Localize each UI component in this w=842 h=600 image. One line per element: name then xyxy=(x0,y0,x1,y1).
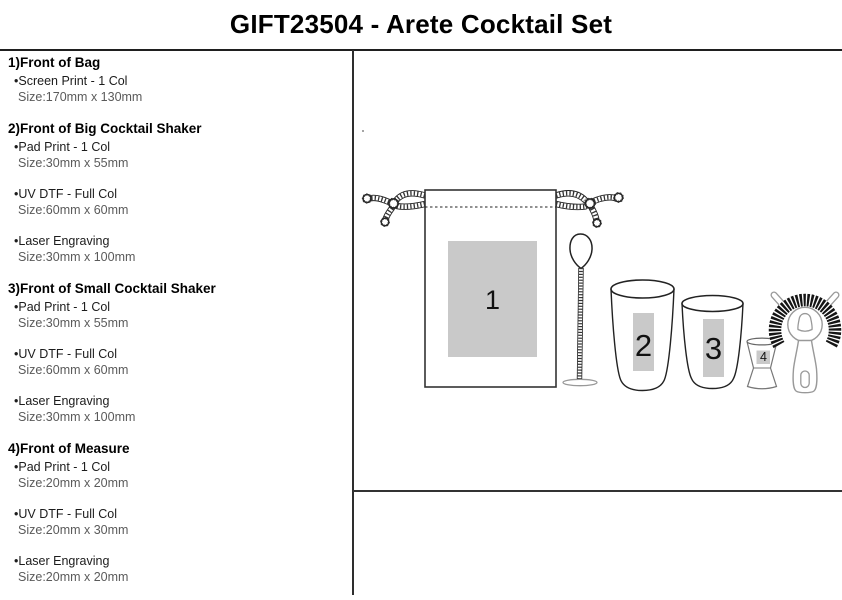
strainer-handle-hole xyxy=(801,371,809,388)
section-title: 2)Front of Big Cocktail Shaker xyxy=(8,121,202,136)
print-size: Size:30mm x 55mm xyxy=(18,316,129,330)
small-cocktail-shaker xyxy=(682,296,743,389)
page-title: GIFT23504 - Arete Cocktail Set xyxy=(229,9,613,39)
print-size: Size:30mm x 100mm xyxy=(18,410,136,424)
small-shaker-rim xyxy=(682,296,743,312)
strainer-keyhole-cutout xyxy=(798,314,812,332)
bar-spoon xyxy=(563,234,597,386)
bag-drawstring-right xyxy=(556,193,623,227)
print-size: Size:60mm x 60mm xyxy=(18,363,129,377)
print-area-label-4: 4 xyxy=(760,350,767,364)
section-title: 1)Front of Bag xyxy=(8,55,101,70)
bag xyxy=(425,190,556,387)
cocktail-strainer xyxy=(774,295,836,393)
big-shaker-rim xyxy=(611,280,674,298)
print-method: •UV DTF - Full Col xyxy=(14,507,117,521)
print-method: •Pad Print - 1 Col xyxy=(14,140,111,154)
print-size: Size:30mm x 100mm xyxy=(18,250,136,264)
bar-spoon-base xyxy=(563,379,597,385)
bar-spoon-bowl xyxy=(570,234,592,269)
section-title: 3)Front of Small Cocktail Shaker xyxy=(8,281,216,296)
print-size: Size:60mm x 60mm xyxy=(18,203,129,217)
print-area-label-3: 3 xyxy=(704,331,723,366)
print-size: Size:20mm x 20mm xyxy=(18,570,129,584)
print-method: •Laser Engraving xyxy=(14,394,110,408)
bag-drawstring-left xyxy=(363,193,425,225)
print-size: Size:170mm x 130mm xyxy=(18,90,143,104)
print-size: Size:30mm x 55mm xyxy=(18,156,129,170)
stray-dot xyxy=(362,130,364,132)
section-title: 4)Front of Measure xyxy=(8,441,130,456)
print-method: •Pad Print - 1 Col xyxy=(14,460,111,474)
print-method: •UV DTF - Full Col xyxy=(14,347,117,361)
print-method: •UV DTF - Full Col xyxy=(14,187,117,201)
print-size: Size:20mm x 30mm xyxy=(18,523,129,537)
print-method: •Pad Print - 1 Col xyxy=(14,300,111,314)
print-method: •Screen Print - 1 Col xyxy=(14,74,128,88)
print-method: •Laser Engraving xyxy=(14,234,110,248)
print-area-label-2: 2 xyxy=(634,328,653,363)
print-area-label-1: 1 xyxy=(484,285,501,315)
print-method: •Laser Engraving xyxy=(14,554,110,568)
print-size: Size:20mm x 20mm xyxy=(18,476,129,490)
big-cocktail-shaker xyxy=(611,280,674,391)
